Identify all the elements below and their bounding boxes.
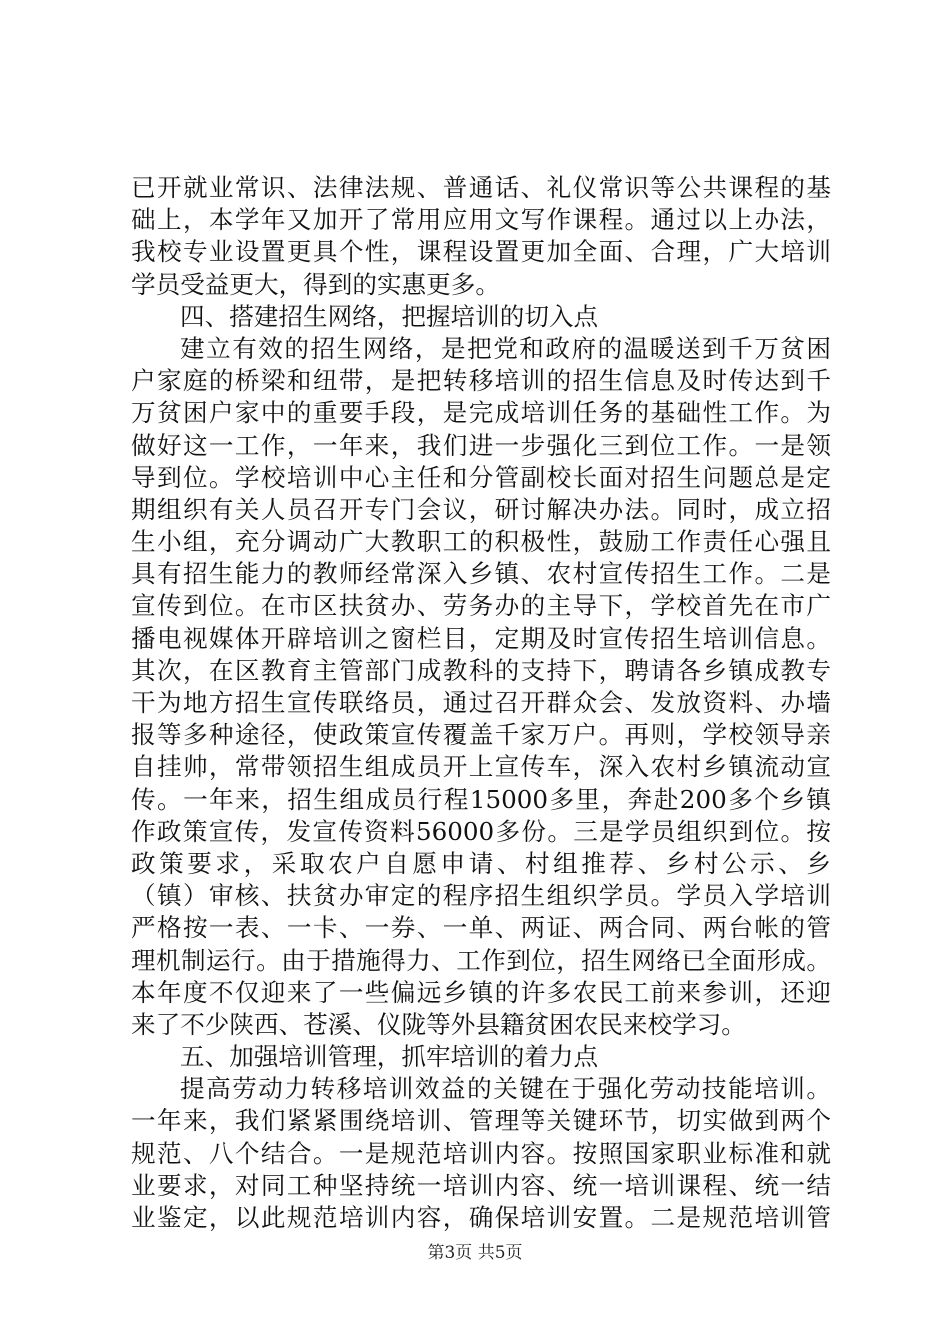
text-line: 严格按一表、一卡、一券、一单、两证、两合同、两台帐的管 xyxy=(131,913,831,943)
text-line: 宣传到位。在市区扶贫办、劳务办的主导下，学校首先在市广 xyxy=(131,591,831,621)
document-body xyxy=(131,172,831,1234)
text-line: 业鉴定，以此规范培训内容，确保培训安置。二是规范培训管 xyxy=(131,1203,831,1232)
text-line: 理机制运行。由于措施得力、工作到位，招生网络已全面形成。 xyxy=(131,945,831,975)
text-line: 已开就业常识、法律法规、普通话、礼仪常识等公共课程的基 xyxy=(131,173,831,202)
text-line: 万贫困户家中的重要手段，是完成培训任务的基础性工作。为 xyxy=(131,398,831,428)
text-line: 自挂帅，常带领招生组成员开上宣传车，深入农村乡镇流动宣 xyxy=(131,752,831,782)
text-line: 学员受益更大，得到的实惠更多。 xyxy=(131,269,500,299)
text-line: 期组织有关人员召开专门会议，研讨解决办法。同时，成立招 xyxy=(131,494,831,524)
text-line: 其次，在区教育主管部门成教科的支持下，聘请各乡镇成教专 xyxy=(131,655,831,685)
text-line: 规范、八个结合。一是规范培训内容。按照国家职业标准和就 xyxy=(131,1138,831,1168)
text-line: 来了不少陕西、苍溪、仪陇等外县籍贫困农民来校学习。 xyxy=(131,1009,746,1039)
section-heading: 五、加强培训管理，抓牢培训的着力点 xyxy=(180,1042,599,1072)
text-line: 传。一年来，招生组成员行程15000多里，奔赴200多个乡镇 xyxy=(131,784,831,814)
text-line: 户家庭的桥梁和纽带，是把转移培训的招生信息及时传达到千 xyxy=(131,366,831,396)
text-line: 政策要求，采取农户自愿申请、村组推荐、乡村公示、乡 xyxy=(131,848,831,878)
text-line: 本年度不仅迎来了一些偏远乡镇的许多农民工前来参训，还迎 xyxy=(131,977,831,1007)
text-line: 业要求，对同工种坚持统一培训内容、统一培训课程、统一结 xyxy=(131,1170,831,1200)
text-line: 我校专业设置更具个性，课程设置更加全面、合理，广大培训 xyxy=(131,237,831,267)
text-line: 导到位。学校培训中心主任和分管副校长面对招生问题总是定 xyxy=(131,462,831,492)
text-line: 生小组，充分调动广大教职工的积极性，鼓励工作责任心强且 xyxy=(131,527,831,557)
text-line: 础上，本学年又加开了常用应用文写作课程。通过以上办法， xyxy=(131,205,831,235)
text-line: 做好这一工作，一年来，我们进一步强化三到位工作。一是领 xyxy=(131,430,831,460)
text-line: 提高劳动力转移培训效益的关键在于强化劳动技能培训。 xyxy=(180,1074,831,1104)
text-line: 干为地方招生宣传联络员，通过召开群众会、发放资料、办墙 xyxy=(131,688,831,717)
text-line: 一年来，我们紧紧围绕培训、管理等关键环节，切实做到两个 xyxy=(131,1106,831,1136)
text-line: 建立有效的招生网络，是把党和政府的温暖送到千万贫困 xyxy=(180,333,831,363)
text-line: 具有招生能力的教师经常深入乡镇、农村宣传招生工作。二是 xyxy=(131,559,831,589)
text-line: 报等多种途径，使政策宣传覆盖千家万户。再则，学校领导亲 xyxy=(131,720,831,750)
page-footer: 第3页 共5页 xyxy=(427,1243,523,1263)
section-heading: 四、搭建招生网络，把握培训的切入点 xyxy=(180,301,599,331)
text-line: （镇）审核、扶贫办审定的程序招生组织学员。学员入学培训 xyxy=(131,881,831,911)
text-line: 播电视媒体开辟培训之窗栏目，定期及时宣传招生培训信息。 xyxy=(131,623,831,653)
text-line: 作政策宣传，发宣传资料56000多份。三是学员组织到位。按 xyxy=(131,816,831,846)
